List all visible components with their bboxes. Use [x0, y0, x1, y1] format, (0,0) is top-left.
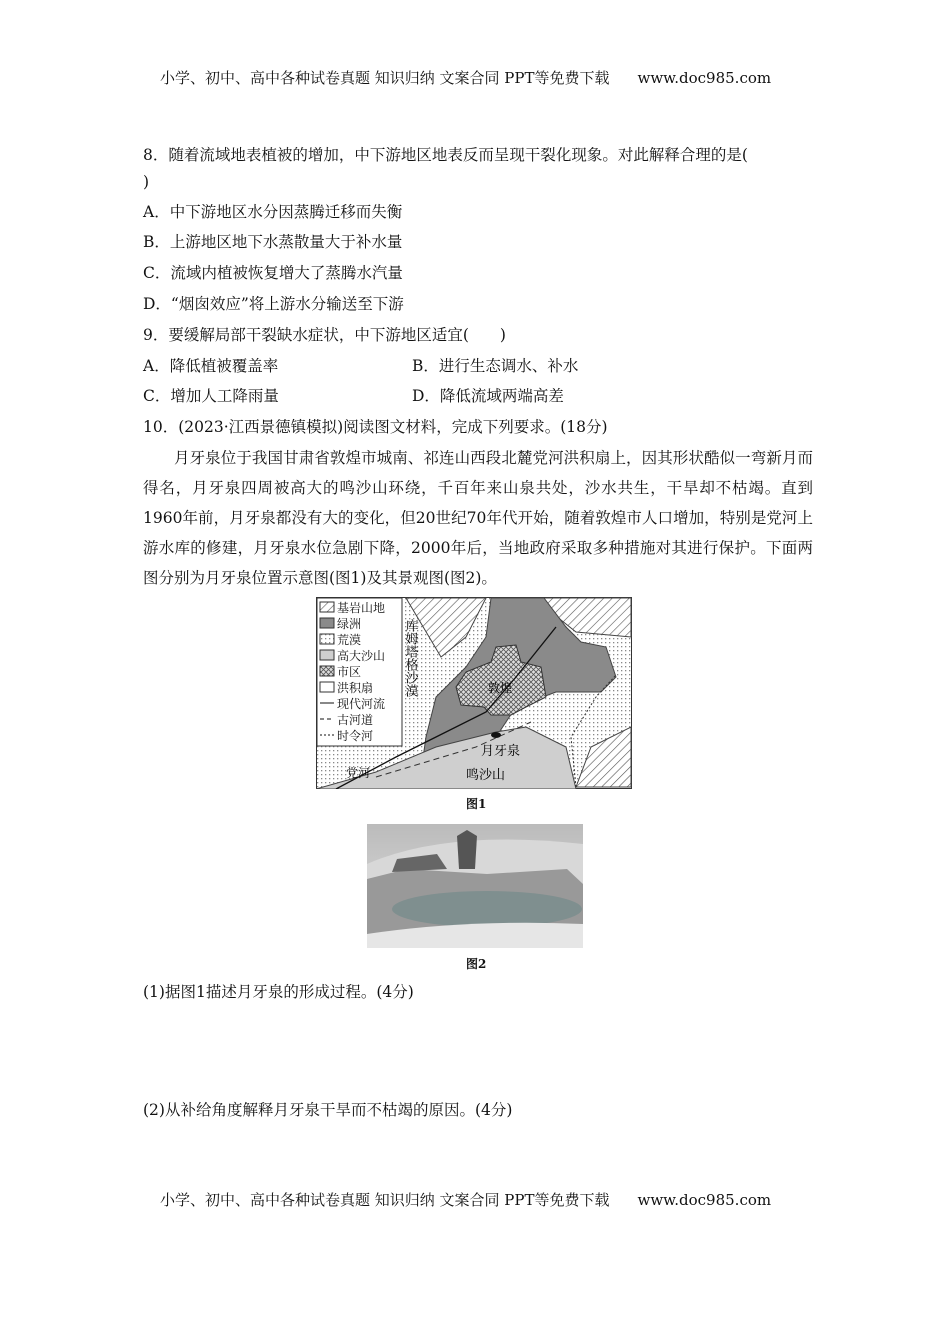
legend-alluvial-fan: 洪积扇 — [337, 681, 374, 695]
q8-option-a: A．中下游地区水分因蒸腾迁移而失衡 — [143, 203, 403, 221]
label-mingsha-mountain: 鸣沙山 — [466, 768, 506, 783]
q10-sub2: (2)从补给角度解释月牙泉干旱而不枯竭的原因。(4分) — [143, 1101, 513, 1119]
legend-seasonal-river: 时令河 — [337, 729, 374, 743]
label-crescent-spring: 月牙泉 — [481, 744, 521, 759]
q10-sub1: (1)据图1描述月牙泉的形成过程。(4分) — [143, 983, 414, 1001]
header-text: 小学、初中、高中各种试卷真题 知识归纳 文案合同 PPT等免费下载 — [160, 69, 610, 87]
q8-option-c: C．流域内植被恢复增大了蒸腾水汽量 — [143, 264, 403, 282]
figure1-map — [316, 597, 632, 789]
q9-option-d: D．降低流域两端高差 — [412, 387, 564, 405]
page-footer — [160, 1190, 771, 1210]
q8-stem-end: ) — [143, 173, 150, 191]
footer-url[interactable]: www.doc985.com — [637, 1191, 772, 1209]
label-dunhuang: 敦煌 — [488, 681, 513, 695]
label-dang-river: 党河 — [346, 766, 371, 780]
q9-option-c: C．增加人工降雨量 — [143, 387, 279, 405]
q10-stem: 10．(2023·江西景德镇模拟)阅读图文材料，完成下列要求。(18分) — [143, 418, 608, 436]
figure1-caption: 图1 — [466, 797, 487, 811]
q8-option-d: D．“烟囱效应”将上游水分输送至下游 — [143, 295, 404, 313]
label-kumtag-desert: 库姆塔格沙漠 — [402, 619, 418, 697]
page-header — [160, 68, 771, 88]
footer-text: 小学、初中、高中各种试卷真题 知识归纳 文案合同 PPT等免费下载 — [160, 1191, 610, 1209]
legend-urban: 市区 — [337, 665, 362, 679]
legend-sand-mountain: 高大沙山 — [337, 649, 386, 663]
q10-passage: 月牙泉位于我国甘肃省敦煌市城南、祁连山西段北麓党河洪积扇上，因其形状酷似一弯新月而得名，月牙泉四周被高大的鸣沙山环绕，千百年来山泉共处，沙水共生，干旱却不枯竭。直到1960年前，月牙泉都没有大的变化，但20世纪70年代开始，随着敦煌市人口增加，特别是党河上游水库的修建，月牙泉水位急剧下降，2000年后，当地政府采取多种措施对其进行保护。下面两图分别为月牙泉位置示意图(图1)及其景观图(图2)。 — [143, 449, 813, 587]
figure2-caption: 图2 — [466, 957, 487, 971]
q9-option-a: A．降低植被覆盖率 — [143, 357, 279, 375]
legend-ancient-channel: 古河道 — [337, 713, 374, 727]
figure2-photo — [367, 824, 583, 948]
q9-stem: 9．要缓解局部干裂缺水症状，中下游地区适宜( ) — [143, 326, 506, 344]
legend-river: 现代河流 — [337, 697, 386, 711]
legend-bedrock: 基岩山地 — [337, 601, 386, 615]
q8-stem: 8．随着流域地表植被的增加，中下游地区地表反而呈现干裂化现象。对此解释合理的是( — [143, 146, 748, 164]
legend-desert: 荒漠 — [337, 633, 362, 647]
header-url[interactable]: www.doc985.com — [637, 69, 772, 87]
legend-oasis: 绿洲 — [337, 617, 362, 631]
q8-option-b: B．上游地区地下水蒸散量大于补水量 — [143, 233, 403, 251]
q9-option-b: B．进行生态调水、补水 — [412, 357, 579, 375]
